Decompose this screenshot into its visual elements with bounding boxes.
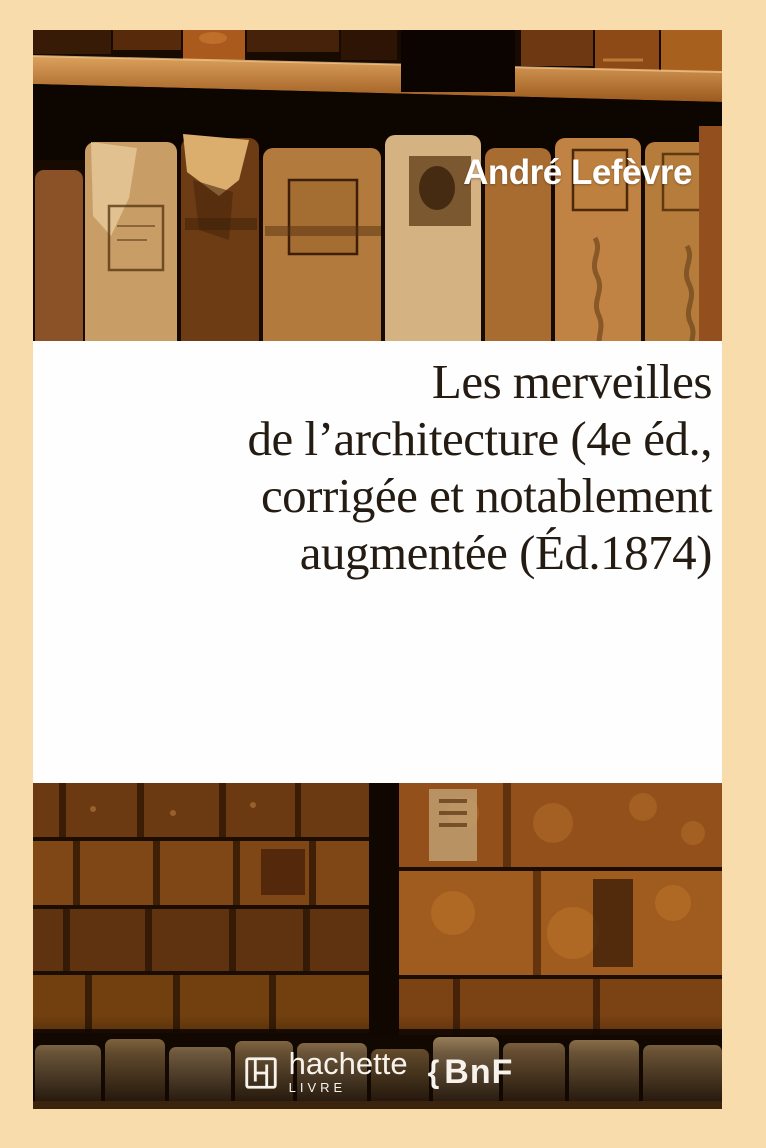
hachette-livre-logo xyxy=(242,1046,408,1095)
cover-photo-area xyxy=(33,30,722,1109)
bnf-name-label: BnF xyxy=(444,1053,514,1091)
title-line-3: corrigée et notablement xyxy=(260,468,712,523)
right-book-stack xyxy=(399,783,722,1035)
hachette-wordmark xyxy=(288,1046,408,1095)
hachette-h-square-icon xyxy=(242,1054,280,1092)
title-band xyxy=(33,341,722,783)
title-line-1: Les merveilles xyxy=(431,354,712,409)
author-name: André Lefèvre xyxy=(463,153,692,192)
hachette-name-label: hachette xyxy=(288,1046,408,1081)
bnf-logo xyxy=(428,1053,514,1092)
title-line-2: de l’architecture (4e éd., xyxy=(247,411,712,466)
bnf-brace-icon: { xyxy=(427,1054,440,1090)
bookshelf-photo-bottom xyxy=(33,783,722,1109)
title-line-4: augmentée (Éd.1874) xyxy=(299,525,712,580)
publisher-logos xyxy=(33,1046,722,1095)
bookshelf-photo-top xyxy=(33,30,722,341)
hachette-livre-label: LIVRE xyxy=(288,1080,347,1095)
